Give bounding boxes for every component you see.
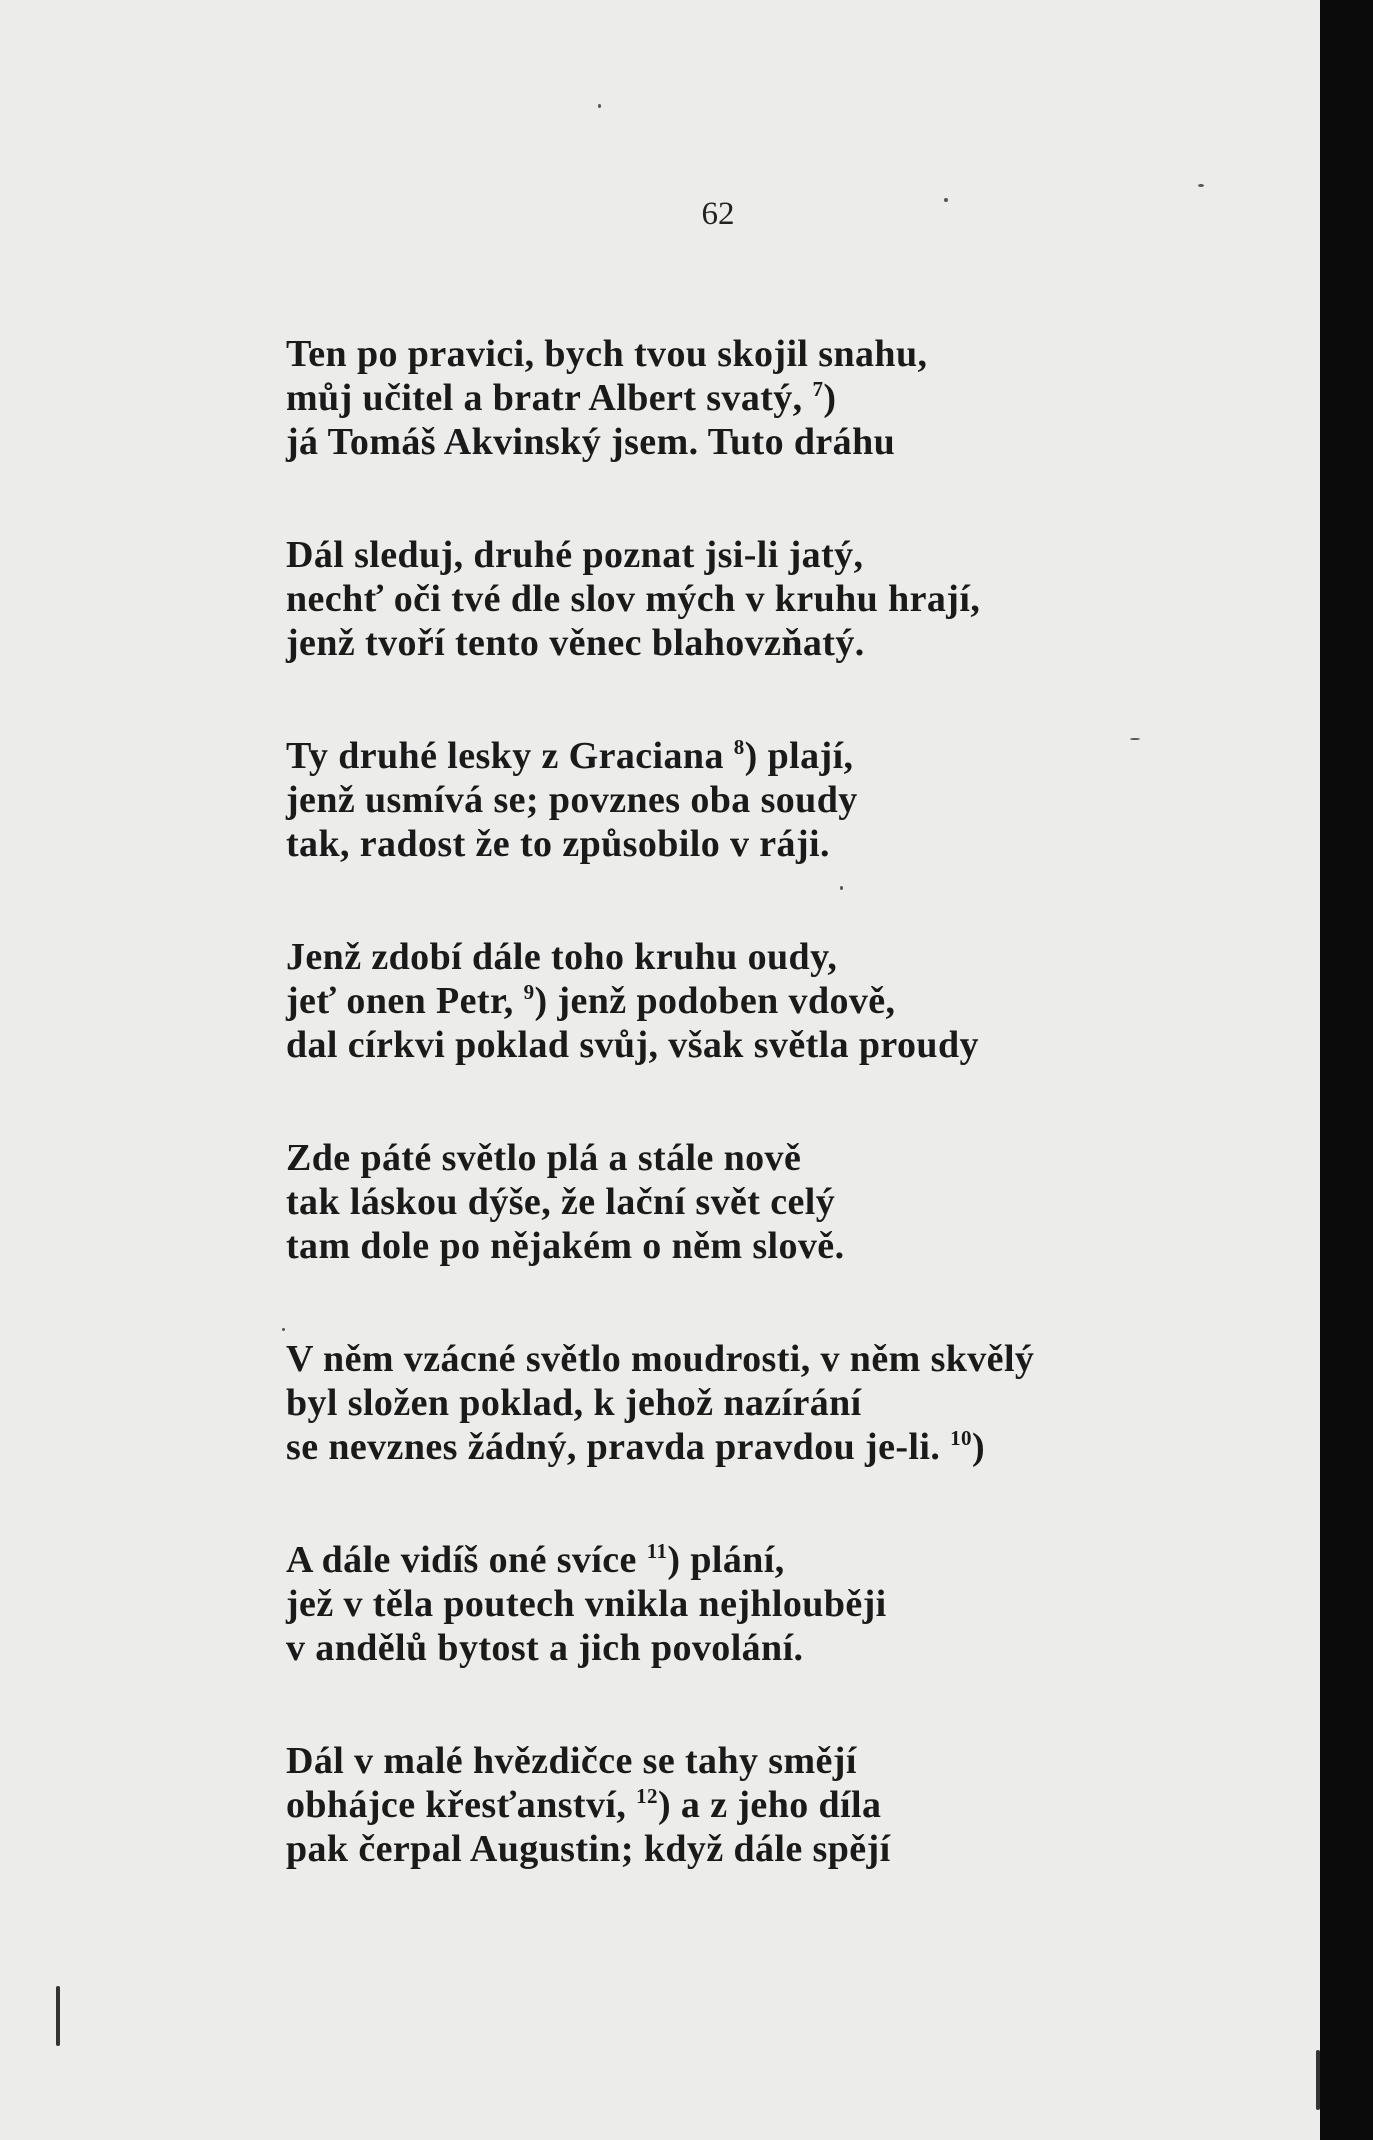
verse-line bbox=[286, 1337, 1034, 1381]
footnote-marker: 11 bbox=[646, 1539, 668, 1563]
verse-line bbox=[286, 778, 1034, 822]
verse-line bbox=[286, 1136, 1034, 1180]
print-speck bbox=[1130, 738, 1140, 740]
verse-text: se nevznes žádný, pravda pravdou je-li. bbox=[286, 1426, 951, 1468]
footnote-marker: 10 bbox=[950, 1426, 972, 1450]
verse-text: tak láskou dýše, že lační svět celý bbox=[286, 1181, 836, 1223]
verse-text-continued: ) plají, bbox=[744, 735, 854, 777]
stanza bbox=[286, 1136, 1034, 1268]
print-speck bbox=[282, 1328, 285, 1331]
verse-text-continued: ) jenž podoben vdově, bbox=[534, 980, 896, 1022]
page-edge-mark bbox=[56, 1986, 60, 2046]
footnote-marker: 9 bbox=[523, 980, 535, 1004]
verse-line bbox=[286, 979, 1034, 1023]
verse-text: můj učitel a bratr Albert svatý, bbox=[286, 377, 813, 419]
verse-text-continued: ) bbox=[823, 377, 837, 419]
verse-text: A dále vidíš oné svíce bbox=[286, 1539, 647, 1581]
verse-text: v andělů bytost a jich povolání. bbox=[286, 1627, 804, 1669]
verse-line bbox=[286, 1582, 1034, 1626]
verse-line bbox=[286, 1425, 1034, 1469]
scan-border bbox=[1320, 0, 1373, 2140]
verse-text: dal církvi poklad svůj, však světla proudy bbox=[286, 1024, 979, 1066]
verse-line bbox=[286, 1783, 1034, 1827]
print-speck bbox=[944, 198, 948, 202]
verse-text: já Tomáš Akvinský jsem. Tuto dráhu bbox=[286, 421, 896, 463]
footnote-marker: 12 bbox=[636, 1784, 658, 1808]
verse-text: Zde páté světlo plá a stále nově bbox=[286, 1137, 802, 1179]
verse-text-continued: ) bbox=[971, 1426, 986, 1468]
verse-line bbox=[286, 1023, 1034, 1067]
verse-line bbox=[286, 533, 1034, 577]
footnote-marker: 8 bbox=[733, 735, 745, 759]
verse-text: V něm vzácné světlo moudrosti, v něm skvělý bbox=[286, 1338, 1035, 1380]
verse-text: Jenž zdobí dále toho kruhu oudy, bbox=[286, 936, 838, 978]
stanza bbox=[286, 935, 1034, 1067]
footnote-marker: 7 bbox=[812, 377, 824, 401]
verse-text: Ten po pravici, bych tvou skojil snahu, bbox=[286, 333, 928, 375]
verse-text-continued: ) a z jeho díla bbox=[657, 1784, 882, 1826]
verse-line bbox=[286, 420, 1034, 464]
verse-text: Dál sleduj, druhé poznat jsi-li jatý, bbox=[286, 534, 864, 576]
print-speck bbox=[840, 886, 843, 890]
verse-text: nechť oči tvé dle slov mých v kruhu hrají, bbox=[286, 578, 981, 620]
stanza bbox=[286, 332, 1034, 464]
stanza bbox=[286, 734, 1034, 866]
verse-text: Dál v malé hvězdičce se tahy smějí bbox=[286, 1740, 857, 1782]
verse-line bbox=[286, 621, 1034, 665]
verse-line bbox=[286, 1180, 1034, 1224]
print-speck bbox=[598, 104, 601, 108]
verse-line bbox=[286, 577, 1034, 621]
verse-line bbox=[286, 332, 1034, 376]
verse-line bbox=[286, 1224, 1034, 1268]
verse-line bbox=[286, 935, 1034, 979]
verse-text-continued: ) plání, bbox=[667, 1539, 785, 1581]
verse-text: jeť onen Petr, bbox=[286, 980, 524, 1022]
verse-line bbox=[286, 1381, 1034, 1425]
poem-text bbox=[286, 332, 1034, 1940]
verse-line bbox=[286, 1827, 1034, 1871]
verse-text: jež v těla poutech vnikla nejhlouběji bbox=[286, 1583, 887, 1625]
verse-text: Ty druhé lesky z Graciana bbox=[286, 735, 734, 777]
stanza bbox=[286, 1739, 1034, 1871]
verse-text: jenž tvoří tento věnec blahovzňatý. bbox=[286, 622, 865, 664]
page-number: 62 bbox=[701, 196, 735, 232]
print-speck bbox=[1198, 184, 1204, 187]
verse-text: obhájce křesťanství, bbox=[286, 1784, 637, 1826]
stanza bbox=[286, 1538, 1034, 1670]
verse-text: tak, radost že to způsobilo v ráji. bbox=[286, 823, 830, 865]
verse-text: byl složen poklad, k jehož nazírání bbox=[286, 1382, 862, 1424]
verse-line bbox=[286, 734, 1034, 778]
verse-text: jenž usmívá se; povznes oba soudy bbox=[286, 779, 858, 821]
verse-line bbox=[286, 1538, 1034, 1582]
stanza bbox=[286, 1337, 1034, 1469]
verse-line bbox=[286, 376, 1034, 420]
verse-text: pak čerpal Augustin; když dále spějí bbox=[286, 1828, 891, 1870]
verse-line bbox=[286, 1739, 1034, 1783]
verse-line bbox=[286, 822, 1034, 866]
verse-line bbox=[286, 1626, 1034, 1670]
verse-text: tam dole po nějakém o něm slově. bbox=[286, 1225, 845, 1267]
stanza bbox=[286, 533, 1034, 665]
